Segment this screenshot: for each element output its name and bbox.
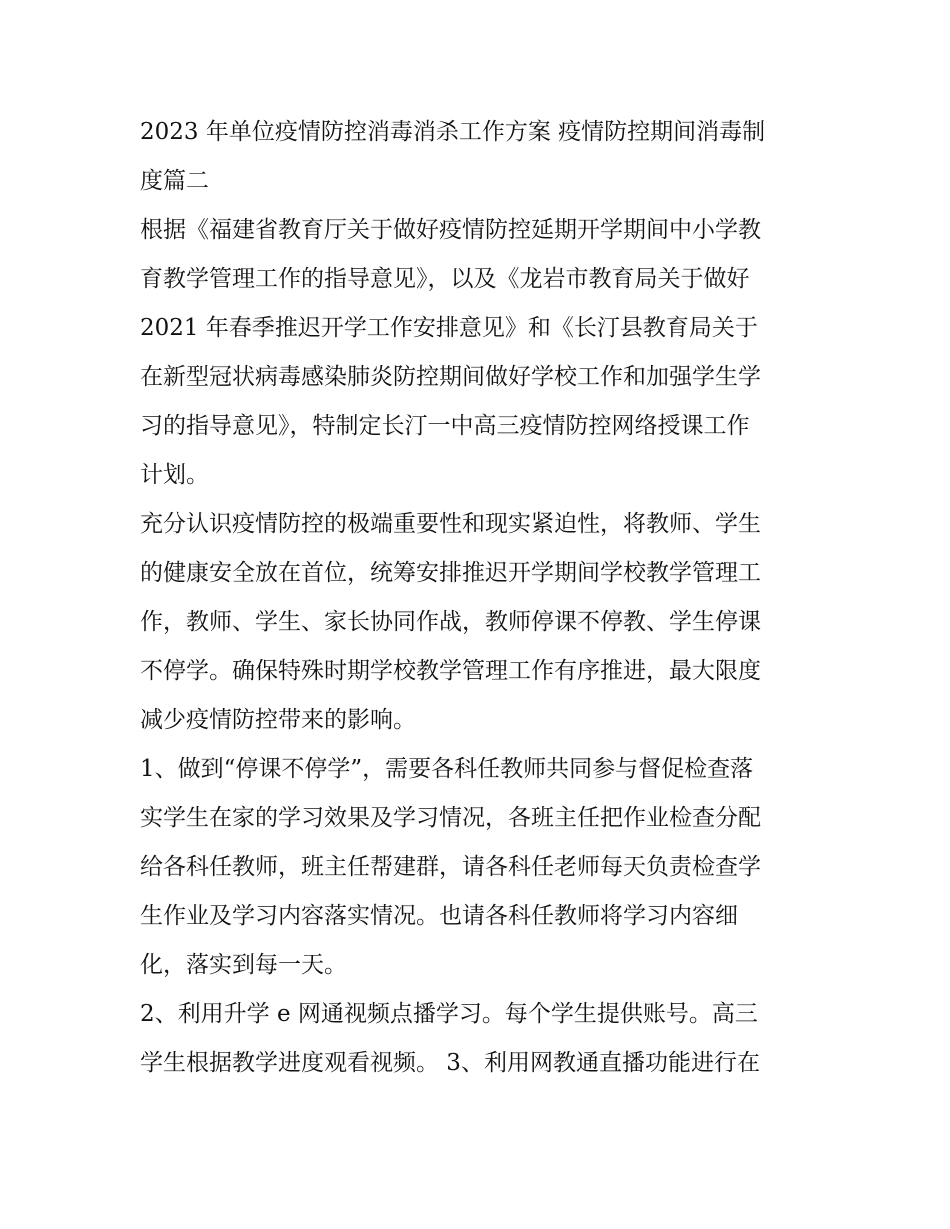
paragraph-line: 作，教师、学生、家长协同作战，教师停课不停教、学生停课	[140, 609, 761, 635]
paragraph-line: 充分认识疫情防控的极端重要性和现实紧迫性，将教师、学生	[140, 511, 761, 537]
paragraph-line: 生作业及学习内容落实情况。也请各科任教师将学习内容细	[140, 903, 738, 929]
paragraph-item-2	[140, 990, 820, 1088]
title-line: 度篇二	[140, 168, 209, 194]
paragraph-line: 1、做到“停课不停学”，需要各科任教师共同参与督促检查落	[140, 756, 754, 782]
paragraph-line: 不停学。确保特殊时期学校教学管理工作有序推进，最大限度	[140, 658, 761, 684]
paragraph-line: 在新型冠状病毒感染肺炎防控期间做好学校工作和加强学生学	[140, 364, 761, 390]
document-body	[140, 108, 820, 1088]
paragraph-importance	[140, 500, 820, 745]
paragraph-line: 计划。	[140, 462, 209, 488]
paragraph-line: 2、利用升学 e 网通视频点播学习。每个学生提供账号。高三	[140, 1001, 758, 1027]
paragraph-line: 实学生在家的学习效果及学习情况，各班主任把作业检查分配	[140, 805, 761, 831]
paragraph-line: 减少疫情防控带来的影响。	[140, 707, 416, 733]
paragraph-line: 2021 年春季推迟开学工作安排意见》和《长汀县教育局关于	[140, 315, 758, 341]
paragraph-line: 学生根据教学进度观看视频。 3、利用网教通直播功能进行在	[140, 1050, 760, 1076]
paragraph-basis	[140, 206, 820, 500]
paragraph-line: 的健康安全放在首位，统筹安排推迟开学期间学校教学管理工	[140, 560, 761, 586]
paragraph-line: 化，落实到每一天。	[140, 952, 347, 978]
paragraph-line: 育教学管理工作的指导意见》，以及《龙岩市教育局关于做好	[140, 266, 750, 292]
paragraph-line: 习的指导意见》，特制定长汀一中高三疫情防控网络授课工作	[140, 413, 750, 439]
paragraph-item-1	[140, 745, 820, 990]
paragraph-line: 根据《福建省教育厅关于做好疫情防控延期开学期间中小学教	[140, 217, 761, 243]
document-title	[140, 108, 820, 206]
paragraph-line: 给各科任教师，班主任帮建群，请各科任老师每天负责检查学	[140, 854, 761, 880]
title-line: 2023 年单位疫情防控消毒消杀工作方案 疫情防控期间消毒制	[140, 119, 766, 145]
